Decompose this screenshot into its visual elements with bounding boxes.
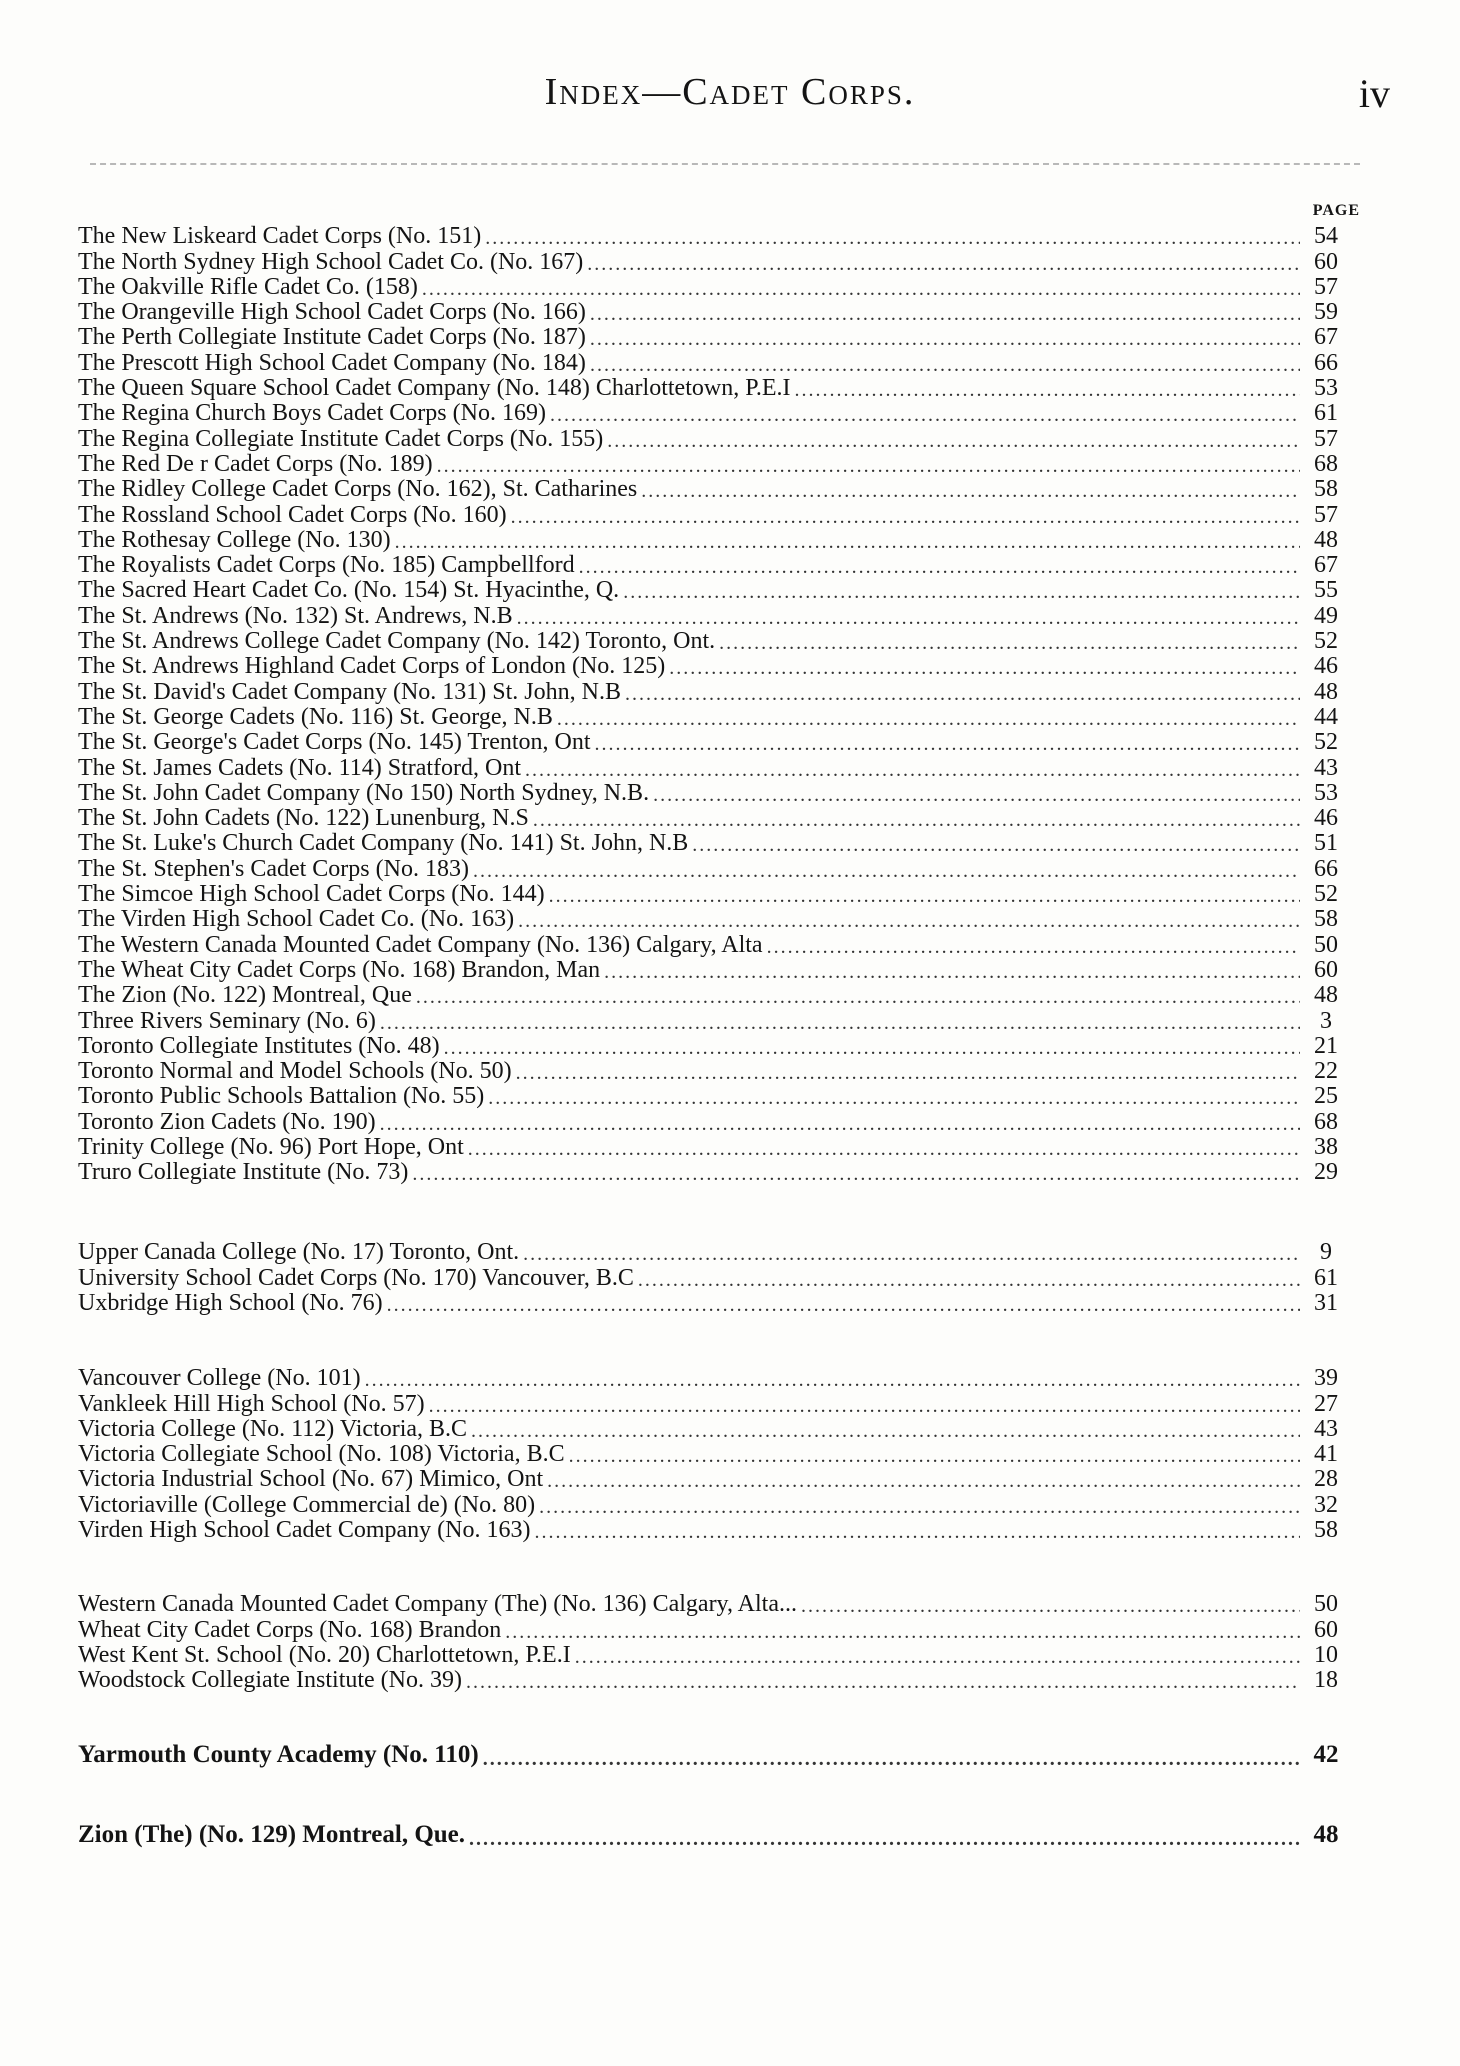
entry-page-number: 66 [1314, 349, 1338, 376]
entry-page-number: 49 [1314, 602, 1338, 629]
entry-name: The Zion (No. 122) Montreal, Que [78, 982, 412, 1009]
entry-name: Woodstock Collegiate Institute (No. 39) [78, 1667, 462, 1694]
entry-name: The Oakville Rifle Cadet Co. (158) [78, 273, 418, 300]
entry-page-number: 67 [1314, 324, 1338, 351]
entry-page-number: 58 [1314, 476, 1338, 503]
index-entry [78, 1291, 1348, 1316]
entry-page-number: 57 [1314, 425, 1338, 452]
index-entry [78, 1084, 1348, 1109]
index-entry [78, 1740, 1348, 1770]
entry-page-number: 29 [1314, 1159, 1338, 1186]
index-entry [78, 730, 1348, 755]
index-entry [78, 1643, 1348, 1668]
index-entry [78, 376, 1348, 401]
dot-leader [692, 834, 1300, 856]
index-entry [78, 1417, 1348, 1442]
dot-leader [539, 1496, 1300, 1518]
dot-leader [549, 885, 1300, 907]
dot-leader [547, 1470, 1300, 1492]
page-column-header: PAGE [1312, 202, 1360, 219]
dot-leader [518, 910, 1300, 932]
dot-leader [468, 1138, 1300, 1160]
entry-page-number: 52 [1314, 729, 1338, 756]
index-entry [78, 1160, 1348, 1185]
entry-page-number: 57 [1314, 501, 1338, 528]
entry-page-number: 60 [1314, 248, 1338, 275]
index-entry [78, 477, 1348, 502]
entry-page-number: 55 [1314, 577, 1338, 604]
entry-page-number: 54 [1314, 223, 1338, 250]
entry-page-number: 27 [1314, 1390, 1338, 1417]
entry-name: The Simcoe High School Cadet Corps (No. 144) [78, 881, 545, 908]
entry-name: The Rossland School Cadet Corps (No. 160) [78, 501, 507, 528]
dot-leader [590, 303, 1300, 325]
dot-leader [579, 556, 1300, 578]
entry-name: The Rothesay College (No. 130) [78, 526, 391, 553]
index-entry [78, 275, 1348, 300]
dot-leader [387, 1294, 1300, 1316]
index-group-t [78, 224, 1348, 1185]
dot-leader [535, 1521, 1301, 1543]
index-entry [78, 1366, 1348, 1391]
dot-leader [587, 253, 1300, 275]
index-entry [78, 1442, 1348, 1467]
index-entry [78, 1492, 1348, 1517]
entry-page-number: 32 [1314, 1491, 1338, 1518]
entry-name: The St. Stephen's Cadet Corps (No. 183) [78, 855, 469, 882]
dot-leader [641, 480, 1300, 502]
index-entry [78, 1391, 1348, 1416]
dot-leader [719, 632, 1300, 654]
entry-page-number: 53 [1314, 375, 1338, 402]
entry-name: The Virden High School Cadet Co. (No. 163) [78, 906, 515, 933]
page-header [0, 70, 1460, 130]
entry-name: The St. George's Cadet Corps (No. 145) Trenton, Ont [78, 729, 591, 756]
dot-leader [653, 784, 1300, 806]
entry-name: The New Liskeard Cadet Corps (No. 151) [78, 223, 482, 250]
dot-leader [516, 1062, 1300, 1084]
entry-page-number: 43 [1314, 1415, 1338, 1442]
entry-page-number: 68 [1314, 450, 1338, 477]
index-entry [78, 654, 1348, 679]
entry-page-number: 68 [1314, 1108, 1338, 1135]
entry-page-number: 61 [1314, 1264, 1338, 1291]
index-entry [78, 856, 1348, 881]
entry-name: The Prescott High School Cadet Company (No. 184) [78, 349, 586, 376]
entry-page-number: 22 [1314, 1058, 1338, 1085]
entry-page-number: 61 [1314, 400, 1338, 427]
entry-page-number: 51 [1314, 830, 1338, 857]
dot-leader [429, 1395, 1300, 1417]
entry-page-number: 50 [1314, 1591, 1338, 1618]
entry-page-number: 60 [1314, 1616, 1338, 1643]
page-title: Index—Cadet Corps. [544, 71, 916, 113]
index-entry [78, 1617, 1348, 1642]
dot-leader [590, 354, 1300, 376]
entry-page-number: 18 [1314, 1667, 1338, 1694]
index-entry [78, 1467, 1348, 1492]
entry-name: The Orangeville High School Cadet Corps (No. 166) [78, 299, 586, 326]
dot-leader [395, 531, 1300, 553]
index-entry [78, 553, 1348, 578]
dot-leader [795, 379, 1300, 401]
entry-page-number: 48 [1314, 526, 1338, 553]
entry-page-number: 50 [1314, 931, 1338, 958]
index-entry [78, 1008, 1348, 1033]
dot-leader [525, 759, 1300, 781]
entry-name: The Western Canada Mounted Cadet Company (No. 136) Calgary, Alta [78, 931, 763, 958]
entry-name: Victoria Industrial School (No. 67) Mimico, Ont [78, 1466, 544, 1493]
entry-name: West Kent St. School (No. 20) Charlottetown, P.E.I [78, 1641, 571, 1668]
dot-leader [365, 1369, 1300, 1391]
entry-page-number: 48 [1313, 1821, 1339, 1848]
entry-name: Upper Canada College (No. 17) Toronto, Ont. [78, 1239, 520, 1266]
entry-name: The St. Andrews College Cadet Company (No. 142) Toronto, Ont. [78, 628, 716, 655]
dot-leader [471, 1420, 1300, 1442]
entry-page-number: 59 [1314, 299, 1338, 326]
header-rule [90, 163, 1360, 165]
entry-name: The Red De r Cadet Corps (No. 189) [78, 450, 433, 477]
dot-leader [469, 1828, 1300, 1850]
dot-leader [380, 1113, 1300, 1135]
index-entry [78, 1668, 1348, 1693]
dot-leader [422, 278, 1300, 300]
dot-leader [575, 1646, 1300, 1668]
dot-leader [511, 506, 1300, 528]
entry-name: The St. Luke's Church Cadet Company (No. 141) St. John, N.B [78, 830, 689, 857]
dot-leader [473, 860, 1300, 882]
dot-leader [625, 683, 1300, 705]
dot-leader [488, 1087, 1300, 1109]
index-entry [78, 249, 1348, 274]
dot-leader [505, 1621, 1300, 1643]
index-entry [78, 781, 1348, 806]
index-entry [78, 1109, 1348, 1134]
entry-page-number: 58 [1314, 906, 1338, 933]
dot-leader [623, 581, 1300, 603]
dot-leader [569, 1445, 1300, 1467]
dot-leader [595, 733, 1300, 755]
entry-page-number: 31 [1314, 1289, 1338, 1316]
entry-page-number: 3 [1320, 1007, 1332, 1034]
index-entry [78, 958, 1348, 983]
index-entry [78, 426, 1348, 451]
entry-name: The St. Andrews Highland Cadet Corps of London (No. 125) [78, 653, 666, 680]
entry-page-number: 21 [1314, 1032, 1338, 1059]
entry-name: The Wheat City Cadet Corps (No. 168) Brandon, Man [78, 956, 601, 983]
entry-page-number: 42 [1313, 1741, 1339, 1768]
index-entry [78, 350, 1348, 375]
index-entry [78, 1135, 1348, 1160]
entry-name: The Perth Collegiate Institute Cadet Corps (No. 187) [78, 324, 586, 351]
index-entry [78, 882, 1348, 907]
entry-page-number: 52 [1314, 881, 1338, 908]
entry-name: Uxbridge High School (No. 76) [78, 1289, 383, 1316]
dot-leader [485, 227, 1300, 249]
index-entry [78, 1034, 1348, 1059]
entry-name: Zion (The) (No. 129) Montreal, Que. [78, 1821, 466, 1848]
dot-leader [767, 936, 1300, 958]
index-entry [78, 578, 1348, 603]
entry-page-number: 53 [1314, 779, 1338, 806]
entry-name: Toronto Zion Cadets (No. 190) [78, 1108, 376, 1135]
dot-leader [550, 404, 1300, 426]
entry-name: The St. George Cadets (No. 116) St. George, N.B [78, 703, 553, 730]
entry-name: Virden High School Cadet Company (No. 163) [78, 1517, 531, 1544]
index-entry [78, 1820, 1348, 1850]
entry-name: Truro Collegiate Institute (No. 73) [78, 1159, 409, 1186]
dot-leader [557, 708, 1300, 730]
dot-leader [638, 1269, 1300, 1291]
entry-name: The St. John Cadet Company (No 150) North Sydney, N.B. [78, 779, 650, 806]
index-entry [78, 1592, 1348, 1617]
entry-name: The Ridley College Cadet Corps (No. 162), St. Catharines [78, 476, 638, 503]
entry-page-number: 43 [1314, 754, 1338, 781]
index-entry [78, 300, 1348, 325]
entry-name: Western Canada Mounted Cadet Company (The) (No. 136) Calgary, Alta... [78, 1591, 797, 1618]
entry-page-number: 46 [1314, 653, 1338, 680]
entry-name: Victoria Collegiate School (No. 108) Victoria, B.C [78, 1441, 565, 1468]
entry-name: The Regina Collegiate Institute Cadet Corps (No. 155) [78, 425, 604, 452]
entry-name: The Sacred Heart Cadet Co. (No. 154) St. Hyacinthe, Q. [78, 577, 620, 604]
entry-name: The Royalists Cadet Corps (No. 185) Campbellford [78, 552, 575, 579]
dot-leader [604, 961, 1300, 983]
page-number: iv [1358, 71, 1390, 116]
entry-name: Toronto Collegiate Institutes (No. 48) [78, 1032, 440, 1059]
index-entry [78, 325, 1348, 350]
entry-page-number: 9 [1320, 1239, 1332, 1266]
index-entry [78, 907, 1348, 932]
entry-name: The North Sydney High School Cadet Co. (No. 167) [78, 248, 584, 275]
dot-leader [437, 455, 1300, 477]
index-group-z [78, 1820, 1348, 1850]
index-entry [78, 528, 1348, 553]
dot-leader [380, 1012, 1300, 1034]
index-group-w [78, 1592, 1348, 1693]
entry-name: Toronto Normal and Model Schools (No. 50) [78, 1058, 512, 1085]
index-entry [78, 806, 1348, 831]
entry-page-number: 25 [1314, 1083, 1338, 1110]
entry-name: Victoriaville (College Commercial de) (No. 80) [78, 1491, 536, 1518]
index-entry [78, 603, 1348, 628]
index-entry [78, 1059, 1348, 1084]
index-group-y [78, 1740, 1348, 1770]
index-entry [78, 1265, 1348, 1290]
dot-leader [590, 328, 1300, 350]
entry-name: The St. Andrews (No. 132) St. Andrews, N.B [78, 602, 513, 629]
entry-name: Yarmouth County Academy (No. 110) [78, 1741, 479, 1768]
entry-page-number: 67 [1314, 552, 1338, 579]
dot-leader [669, 657, 1300, 679]
entry-name: Wheat City Cadet Corps (No. 168) Brandon [78, 1616, 502, 1643]
entry-page-number: 10 [1314, 1641, 1338, 1668]
index-entry [78, 705, 1348, 730]
index-group-u [78, 1240, 1348, 1316]
entry-name: Victoria College (No. 112) Victoria, B.C [78, 1415, 468, 1442]
dot-leader [416, 986, 1300, 1008]
dot-leader [607, 430, 1300, 452]
entry-page-number: 48 [1314, 982, 1338, 1009]
dot-leader [466, 1671, 1300, 1693]
entry-name: Trinity College (No. 96) Port Hope, Ont [78, 1133, 464, 1160]
entry-name: Vancouver College (No. 101) [78, 1365, 361, 1392]
entry-name: The St. James Cadets (No. 114) Stratford, Ont [78, 754, 522, 781]
entry-page-number: 46 [1314, 805, 1338, 832]
entry-name: Toronto Public Schools Battalion (No. 55) [78, 1083, 485, 1110]
dot-leader [412, 1163, 1300, 1185]
entry-page-number: 52 [1314, 628, 1338, 655]
index-entry [78, 1240, 1348, 1265]
index-entry [78, 224, 1348, 249]
index-entry [78, 932, 1348, 957]
index-group-v [78, 1366, 1348, 1543]
entry-page-number: 39 [1314, 1365, 1338, 1392]
entry-page-number: 28 [1314, 1466, 1338, 1493]
index-entry [78, 1518, 1348, 1543]
dot-leader [533, 809, 1300, 831]
index-entry [78, 452, 1348, 477]
entry-page-number: 66 [1314, 855, 1338, 882]
entry-page-number: 41 [1314, 1441, 1338, 1468]
entry-name: The St. David's Cadet Company (No. 131) St. John, N.B [78, 678, 621, 705]
entry-page-number: 38 [1314, 1133, 1338, 1160]
dot-leader [444, 1037, 1300, 1059]
entry-name: University School Cadet Corps (No. 170) Vancouver, B.C [78, 1264, 634, 1291]
dot-leader [517, 607, 1300, 629]
entry-name: Three Rivers Seminary (No. 6) [78, 1007, 376, 1034]
dot-leader [523, 1243, 1300, 1265]
entry-name: The Regina Church Boys Cadet Corps (No. 169) [78, 400, 546, 427]
entry-page-number: 60 [1314, 956, 1338, 983]
index-entry [78, 679, 1348, 704]
entry-page-number: 48 [1314, 678, 1338, 705]
entry-page-number: 57 [1314, 273, 1338, 300]
entry-name: The St. John Cadets (No. 122) Lunenburg, N.S [78, 805, 529, 832]
index-entry [78, 831, 1348, 856]
entry-page-number: 58 [1314, 1517, 1338, 1544]
index-entry [78, 629, 1348, 654]
index-entry [78, 983, 1348, 1008]
entry-page-number: 44 [1314, 703, 1338, 730]
entry-name: The Queen Square School Cadet Company (No. 148) Charlottetown, P.E.I [78, 375, 791, 402]
index-entry [78, 502, 1348, 527]
dot-leader [483, 1748, 1300, 1770]
index-entry [78, 401, 1348, 426]
index-entry [78, 755, 1348, 780]
entry-name: Vankleek Hill High School (No. 57) [78, 1390, 425, 1417]
dot-leader [801, 1595, 1300, 1617]
